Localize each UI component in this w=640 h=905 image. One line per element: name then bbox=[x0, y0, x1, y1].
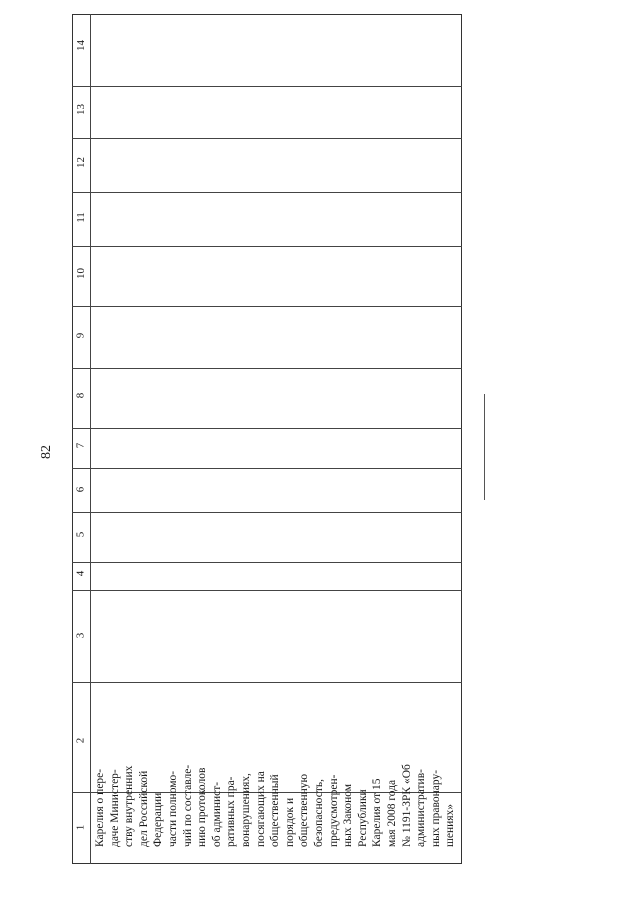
column-header-13: 13 bbox=[74, 104, 87, 115]
column-divider bbox=[72, 562, 462, 563]
page-number: 82 bbox=[39, 445, 54, 459]
cell-text-line: Федерации bbox=[152, 792, 165, 847]
cell-text-line: об админист- bbox=[210, 781, 223, 847]
cell-text-line: нию протоколов bbox=[196, 767, 209, 847]
column-header-3: 3 bbox=[74, 632, 87, 639]
column-header-1: 1 bbox=[74, 824, 87, 831]
cell-text-line: ративных пра- bbox=[225, 776, 238, 847]
cell-text-line: части полномо- bbox=[167, 770, 179, 847]
column-divider bbox=[72, 468, 462, 469]
cell-text-line: предусмотрен- bbox=[327, 774, 340, 847]
column-header-10: 10 bbox=[74, 268, 87, 279]
cell-text-line: № 1191-ЗРК «Об bbox=[400, 764, 413, 847]
column-header-5: 5 bbox=[74, 531, 87, 538]
cell-text-line: Карелия о пере- bbox=[94, 768, 106, 847]
cell-text-line: даче Министер- bbox=[108, 769, 121, 847]
column-divider bbox=[72, 428, 462, 429]
column-header-7: 7 bbox=[74, 442, 87, 449]
cell-text-line: чий по составле- bbox=[181, 764, 194, 847]
column-header-8: 8 bbox=[74, 392, 87, 399]
cell-text-line: ству внутренних bbox=[123, 765, 136, 847]
column-divider bbox=[72, 86, 462, 87]
cell-text-line: Республики bbox=[356, 789, 369, 847]
column-divider bbox=[72, 590, 462, 591]
cell-text-line: Карелия от 15 bbox=[371, 778, 384, 847]
column-header-9: 9 bbox=[74, 332, 87, 339]
column-divider bbox=[72, 138, 462, 139]
cell-text-line: вонарушениях, bbox=[240, 773, 252, 847]
column-divider bbox=[72, 306, 462, 307]
column-divider bbox=[72, 512, 462, 513]
column-divider bbox=[72, 368, 462, 369]
column-divider bbox=[72, 192, 462, 193]
cell-text-line: ных правонару- bbox=[429, 769, 442, 847]
column-header-2: 2 bbox=[74, 737, 87, 744]
cell-text-line: посягающих на bbox=[254, 771, 267, 847]
cell-text-line: дел Российской bbox=[137, 770, 150, 847]
column-header-12: 12 bbox=[74, 157, 87, 168]
signature-line bbox=[484, 394, 485, 500]
column-2-cell bbox=[90, 681, 462, 851]
cell-text-line: ных Законом bbox=[342, 783, 355, 847]
column-header-14: 14 bbox=[74, 40, 87, 51]
column-header-11: 11 bbox=[74, 212, 87, 223]
column-divider bbox=[72, 246, 462, 247]
cell-text-line: шениях» bbox=[444, 803, 457, 847]
cell-text-line: общественный bbox=[269, 774, 282, 847]
column-header-6: 6 bbox=[74, 486, 87, 493]
column-header-4: 4 bbox=[74, 570, 87, 577]
cell-text-line: безопасность, bbox=[313, 779, 325, 847]
cell-text-line: мая 2008 года bbox=[386, 779, 398, 847]
cell-text-line: общественную bbox=[298, 773, 311, 847]
cell-text-line: порядок и bbox=[283, 797, 296, 847]
cell-text-line: административ- bbox=[415, 769, 428, 847]
